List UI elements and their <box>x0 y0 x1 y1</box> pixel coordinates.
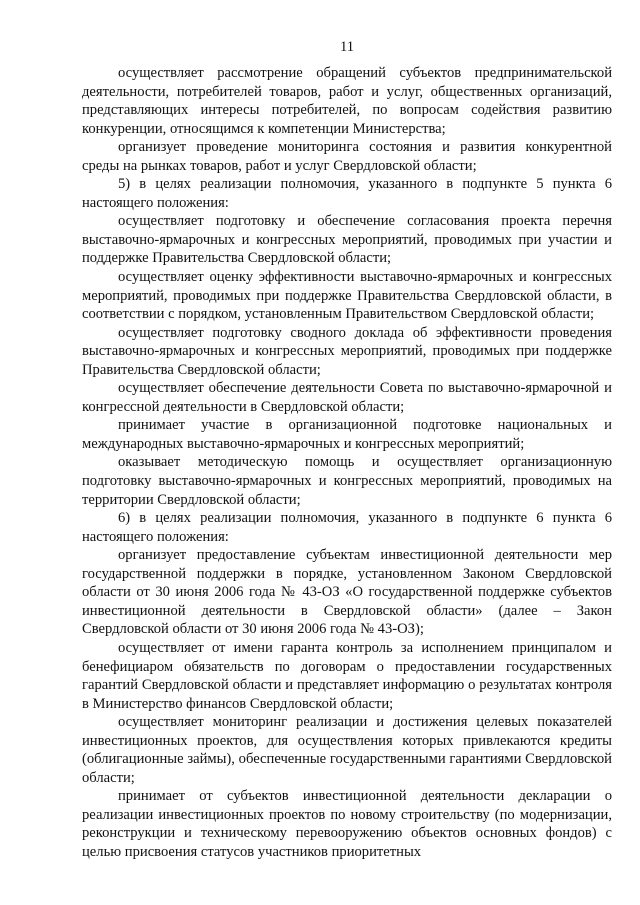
paragraph-13: осуществляет мониторинг реализации и достижения целевых показателей инвестиционных проектов, для осуществления которых привлекаются кредиты (облигационные займы), обеспеченные государственными гарантиями Свердловской области; <box>82 714 612 786</box>
paragraph-9: оказывает методическую помощь и осуществляет организационную подготовку выставочно-ярмарочных и конгрессных мероприятий, проводимых на территории Свердловской области; <box>82 454 612 508</box>
paragraph-10: 6) в целях реализации полномочия, указанного в подпункте 6 пункта 6 настоящего положения: <box>82 510 612 545</box>
paragraph-5: осуществляет оценку эффективности выставочно-ярмарочных и конгрессных мероприятий, проводимых при поддержке Правительства Свердловской области, в соответствии с порядком, установленным Правительством Свердловской области; <box>82 269 612 323</box>
paragraph-11: организует предоставление субъектам инвестиционной деятельности мер государственной поддержки в порядке, установленном Законом Свердловской области от 30 июня 2006 года № 43-ОЗ «О государственной поддержке субъектов инвестиционной деятельности в Свердловской области» (далее – Закон Свердловской области от 30 июня 2006 года № 43-ОЗ); <box>82 547 612 638</box>
paragraph-2: организует проведение мониторинга состояния и развития конкурентной среды на рынках товаров, работ и услуг Свердловской области; <box>82 139 612 174</box>
paragraph-7: осуществляет обеспечение деятельности Совета по выставочно-ярмарочной и конгрессной деятельности в Свердловской области; <box>82 380 612 415</box>
paragraph-6: осуществляет подготовку сводного доклада об эффективности проведения выставочно-ярмарочных и конгрессных мероприятий, проводимых при поддержке Правительства Свердловской области; <box>82 324 612 378</box>
paragraph-12: осуществляет от имени гаранта контроль за исполнением принципалом и бенефициаром обязательств по договорам о предоставлении государственных гарантий Свердловской области и представляет информацию о результатах контроля в Министерство финансов Свердловской области; <box>82 639 612 712</box>
paragraph-1: осуществляет рассмотрение обращений субъектов предпринимательской деятельности, потребителей товаров, работ и услуг, общественных организаций, представляющих интересы потребителей, по вопросам содействия развитию конкуренции, относящимся к компетенции Министерства; <box>82 65 612 137</box>
paragraph-4: осуществляет подготовку и обеспечение согласования проекта перечня выставочно-ярмарочных и конгрессных мероприятий, проводимых при участии и поддержке Правительства Свердловской области; <box>82 213 612 267</box>
paragraph-14: принимает от субъектов инвестиционной деятельности декларации о реализации инвестиционных проектов по новому строительству (по модернизации, реконструкции и техническому перевооружению объектов основных фондов) с целью присвоения статусов участников приоритетных <box>82 788 612 860</box>
paragraph-3: 5) в целях реализации полномочия, указанного в подпункте 5 пункта 6 настоящего положения: <box>82 176 612 211</box>
document-page <box>82 38 612 862</box>
paragraph-8: принимает участие в организационной подготовке национальных и международных выставочно-ярмарочных и конгрессных мероприятий; <box>82 417 612 452</box>
page-number: 11 <box>339 39 355 55</box>
